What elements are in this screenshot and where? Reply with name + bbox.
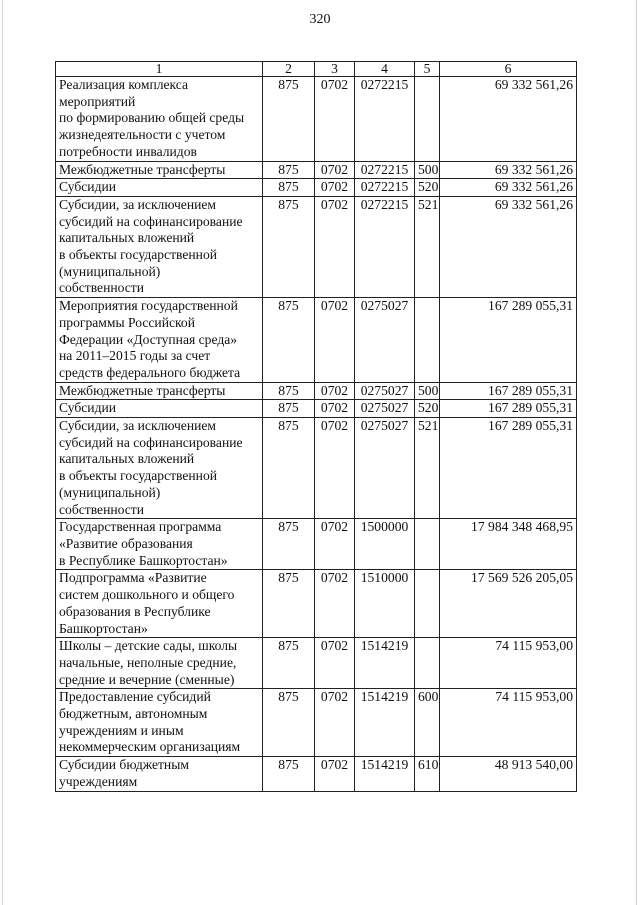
row-section-cell: 0702 (315, 298, 355, 383)
row-name-cell: Подпрограмма «Развитие систем дошкольного и общего образования в Республике Башкортостан» (56, 570, 263, 638)
row-section-cell: 0702 (315, 519, 355, 570)
row-amount-cell: 167 289 055,31 (440, 298, 577, 383)
row-code-cell: 875 (263, 179, 315, 197)
row-code-cell: 875 (263, 400, 315, 418)
row-target-cell: 0272215 (355, 179, 415, 197)
row-section-cell: 0702 (315, 570, 355, 638)
row-amount-cell: 69 332 561,26 (440, 161, 577, 179)
row-target-cell: 0275027 (355, 400, 415, 418)
row-name-cell: Мероприятия государственной программы Российской Федерации «Доступная среда» на 2011–2015 годы за счет средств федерального бюджета (56, 298, 263, 383)
row-target-cell: 0275027 (355, 298, 415, 383)
table-row (56, 400, 577, 418)
row-name-cell: Субсидии (56, 400, 263, 418)
row-amount-cell: 167 289 055,31 (440, 400, 577, 418)
row-section-cell: 0702 (315, 179, 355, 197)
row-code-cell: 875 (263, 298, 315, 383)
row-section-cell: 0702 (315, 196, 355, 297)
row-target-cell: 0275027 (355, 382, 415, 400)
row-name-cell: Предоставление субсидий бюджетным, автономным учреждениям и иным некоммерческим организациям (56, 689, 263, 757)
row-target-cell: 1514219 (355, 689, 415, 757)
row-code-cell: 875 (263, 77, 315, 162)
row-target-cell: 0272215 (355, 77, 415, 162)
row-amount-cell: 167 289 055,31 (440, 418, 577, 519)
table-row (56, 757, 577, 791)
row-section-cell: 0702 (315, 382, 355, 400)
row-type-cell: 521 (415, 418, 440, 519)
row-type-cell: 520 (415, 179, 440, 197)
row-type-cell: 500 (415, 382, 440, 400)
row-target-cell: 0275027 (355, 418, 415, 519)
table-row (56, 77, 577, 162)
column-header: 3 (315, 62, 355, 77)
row-code-cell: 875 (263, 519, 315, 570)
scan-edge-left (2, 0, 3, 905)
row-target-cell: 0272215 (355, 161, 415, 179)
scan-edge-right (636, 0, 637, 905)
row-type-cell (415, 298, 440, 383)
table-row (56, 519, 577, 570)
row-type-cell: 520 (415, 400, 440, 418)
table-header-row (56, 62, 577, 77)
row-amount-cell: 17 569 526 205,05 (440, 570, 577, 638)
row-type-cell (415, 519, 440, 570)
row-target-cell: 1514219 (355, 638, 415, 689)
row-code-cell: 875 (263, 689, 315, 757)
row-name-cell: Субсидии (56, 179, 263, 197)
row-name-cell: Субсидии, за исключением субсидий на софинансирование капитальных вложений в объекты государственной (муниципальной) собственности (56, 196, 263, 297)
row-type-cell: 610 (415, 757, 440, 791)
row-amount-cell: 69 332 561,26 (440, 179, 577, 197)
table-row (56, 161, 577, 179)
row-type-cell: 521 (415, 196, 440, 297)
row-name-cell: Субсидии бюджетным учреждениям (56, 757, 263, 791)
row-code-cell: 875 (263, 757, 315, 791)
row-name-cell: Межбюджетные трансферты (56, 161, 263, 179)
row-type-cell (415, 77, 440, 162)
row-amount-cell: 167 289 055,31 (440, 382, 577, 400)
row-amount-cell: 69 332 561,26 (440, 196, 577, 297)
table-row (56, 689, 577, 757)
row-code-cell: 875 (263, 638, 315, 689)
row-amount-cell: 74 115 953,00 (440, 689, 577, 757)
row-code-cell: 875 (263, 570, 315, 638)
row-name-cell: Межбюджетные трансферты (56, 382, 263, 400)
row-name-cell: Государственная программа «Развитие образования в Республике Башкортостан» (56, 519, 263, 570)
row-target-cell: 1500000 (355, 519, 415, 570)
row-target-cell: 1514219 (355, 757, 415, 791)
page-number: 320 (309, 12, 331, 27)
table-row (56, 179, 577, 197)
table-row (56, 570, 577, 638)
row-target-cell: 0272215 (355, 196, 415, 297)
row-code-cell: 875 (263, 382, 315, 400)
column-header: 2 (263, 62, 315, 77)
row-name-cell: Реализация комплекса мероприятий по формированию общей среды жизнедеятельности с учетом потребности инвалидов (56, 77, 263, 162)
column-header: 4 (355, 62, 415, 77)
row-section-cell: 0702 (315, 638, 355, 689)
row-section-cell: 0702 (315, 77, 355, 162)
row-name-cell: Школы – детские сады, школы начальные, неполные средние, средние и вечерние (сменные) (56, 638, 263, 689)
row-target-cell: 1510000 (355, 570, 415, 638)
column-header: 6 (440, 62, 577, 77)
row-code-cell: 875 (263, 418, 315, 519)
row-section-cell: 0702 (315, 418, 355, 519)
row-type-cell (415, 638, 440, 689)
row-code-cell: 875 (263, 196, 315, 297)
row-amount-cell: 69 332 561,26 (440, 77, 577, 162)
column-header: 1 (56, 62, 263, 77)
table-row (56, 418, 577, 519)
row-amount-cell: 74 115 953,00 (440, 638, 577, 689)
table-row (56, 638, 577, 689)
row-section-cell: 0702 (315, 400, 355, 418)
row-name-cell: Субсидии, за исключением субсидий на софинансирование капитальных вложений в объекты государственной (муниципальной) собственности (56, 418, 263, 519)
budget-table (55, 61, 577, 792)
row-type-cell: 500 (415, 161, 440, 179)
table-row (56, 298, 577, 383)
row-type-cell: 600 (415, 689, 440, 757)
row-section-cell: 0702 (315, 689, 355, 757)
table-row (56, 196, 577, 297)
row-type-cell (415, 570, 440, 638)
table-row (56, 382, 577, 400)
row-amount-cell: 17 984 348 468,95 (440, 519, 577, 570)
row-section-cell: 0702 (315, 757, 355, 791)
row-section-cell: 0702 (315, 161, 355, 179)
row-code-cell: 875 (263, 161, 315, 179)
column-header: 5 (415, 62, 440, 77)
row-amount-cell: 48 913 540,00 (440, 757, 577, 791)
